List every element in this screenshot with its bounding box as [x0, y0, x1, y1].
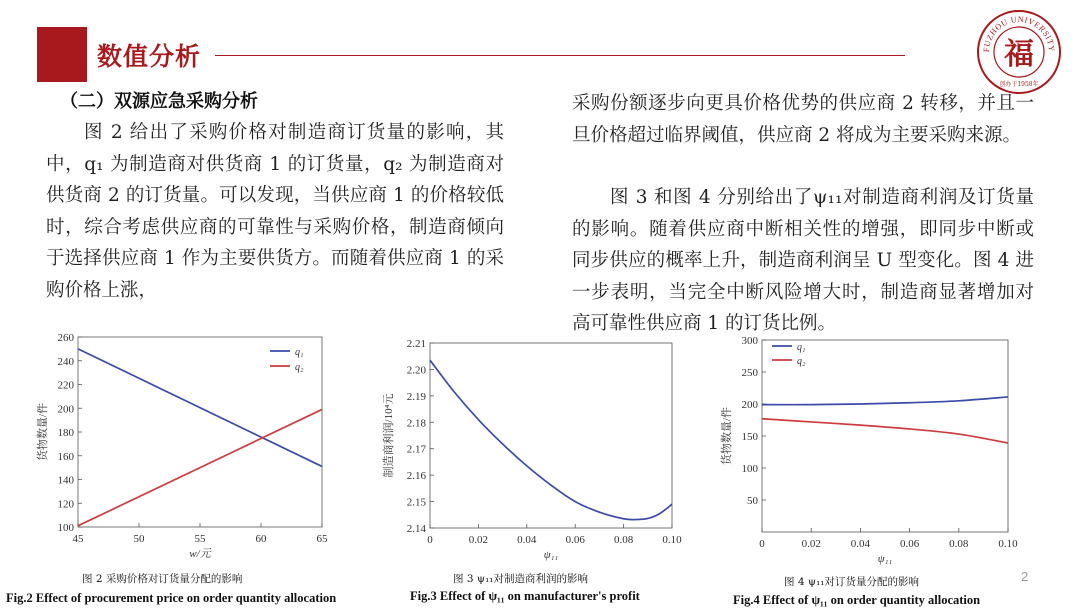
fig4-xtick-label: 0 — [759, 538, 765, 550]
fig2-ytick-label: 260 — [57, 332, 74, 344]
fig3-ytick-label: 2.16 — [406, 470, 426, 483]
right-paragraph-1: 采购份额逐步向更具价格优势的供应商 2 转移，并且一旦价格超过临界阈值，供应商 2 将成为主要采购来源。 — [572, 93, 1034, 146]
fig3-chart — [380, 330, 690, 565]
fig3-ytick-label: 2.20 — [406, 364, 426, 377]
fig2-xtick-label: 50 — [133, 533, 145, 545]
fig4-xtick-label: 0.06 — [899, 538, 920, 550]
fig4-ytick-label: 50 — [747, 495, 758, 507]
fig2-ytick-label: 200 — [57, 403, 74, 416]
logo-glyph: 福 — [1004, 37, 1034, 72]
fig2-ytick-label: 100 — [57, 522, 74, 534]
fig4-xtick-label: 0.04 — [850, 538, 871, 550]
left-paragraph: 图 2 给出了采购价格对制造商订货量的影响，其中，q₁ 为制造商对供货商 1 的订货量，q₂ 为制造商对供货商 2 的订货量。可以发现，当供应商 1 的价格较低时，综合考虑供应商的可靠性与采购价格，制造商倾向于选择供应商 1 作为主要供货方。而随着供应商 1 的采购价格上涨， — [46, 122, 504, 301]
fig4-x-axis-label: ψ₁₁ — [877, 553, 893, 565]
section-heading: （二）双源应急采购分析 — [60, 91, 258, 112]
title-divider — [215, 55, 905, 56]
fig2-legend-label-1: q₁ — [295, 347, 304, 358]
fig3-xtick-label: 0.06 — [565, 534, 585, 546]
fig4-series-line-2 — [762, 419, 1008, 443]
fig3-ytick-label: 2.15 — [406, 496, 426, 509]
right-paragraph-2: 图 3 和图 4 分别给出了ψ₁₁对制造商利润及订货量的影响。随着供应商中断相关性的增强，即同步中断或同步供应的概率上升，制造商利润呈 U 型变化。图 4 进一步表明，当完全中断风险增大时，制造商显著增加对高可靠性供应商 1 的订货比例。 — [572, 187, 1034, 334]
fig2-ytick-label: 120 — [57, 498, 74, 511]
fig4-legend-label-1: q₁ — [797, 342, 806, 353]
fig2-xtick-label: 60 — [255, 533, 267, 545]
fig2-chart — [0, 325, 380, 560]
fig4-xtick-label: 0.02 — [801, 538, 821, 550]
fig3-ytick-label: 2.14 — [406, 523, 426, 535]
fig4-xtick-label: 0.10 — [998, 538, 1018, 550]
fig4-ytick-label: 250 — [741, 367, 758, 379]
title-accent-block — [37, 27, 87, 82]
fig4-chart — [700, 330, 1040, 565]
fig3-caption-en: Fig.3 Effect of ψ₁₁ on manufacturer's profit — [410, 589, 640, 603]
fig3-caption-cn: 图 3 ψ₁₁对制造商利润的影响 — [453, 573, 589, 585]
fig2-caption-en: Fig.2 Effect of procurement price on order quantity allocation — [6, 591, 337, 605]
fig2-xtick-label: 65 — [316, 533, 328, 545]
fig3-y-axis-label: 制造商利润/10⁴元 — [383, 393, 395, 478]
fig2-series-line-2 — [78, 409, 322, 525]
fig4-series-line-1 — [762, 397, 1008, 405]
fig4-xtick-label: 0.08 — [949, 538, 969, 550]
university-logo — [976, 9, 1062, 95]
logo-arc-text: FUZHOU UNIVERSITY — [981, 14, 1057, 53]
fig3-series-line-1 — [430, 360, 672, 519]
logo-sub-text: 创办于1958年 — [999, 81, 1039, 88]
fig3-ytick-label: 2.19 — [406, 390, 426, 403]
fig2-x-axis-label: w/元 — [189, 548, 211, 560]
fig2-caption-cn: 图 2 采购价格对订货量分配的影响 — [82, 573, 243, 585]
fig3-ytick-label: 2.18 — [406, 417, 426, 430]
fig3-x-axis-label: ψ₁₁ — [543, 549, 559, 561]
fig3-xtick-label: 0.10 — [662, 534, 682, 546]
fig2-ytick-label: 220 — [57, 379, 74, 392]
fig2-xtick-label: 55 — [194, 533, 206, 545]
fig2-ytick-label: 240 — [57, 355, 74, 368]
fig3-plot-frame — [430, 343, 672, 528]
fig4-y-axis-label: 货物数量/件 — [721, 406, 733, 466]
fig2-ytick-label: 180 — [57, 427, 74, 439]
fig3-xtick-label: 0.02 — [468, 534, 489, 546]
fig3-xtick-label: 0.08 — [613, 534, 634, 546]
fig4-ytick-label: 100 — [741, 463, 758, 475]
fig3-ytick-label: 2.17 — [406, 443, 426, 456]
fig4-ytick-label: 200 — [741, 399, 758, 411]
fig2-y-axis-label: 货物数量/件 — [37, 402, 49, 462]
fig3-xtick-label: 0 — [427, 534, 433, 546]
fig2-legend-label-2: q₂ — [295, 362, 304, 373]
fig3-ytick-label: 2.21 — [406, 338, 426, 350]
fig4-caption-en: Fig.4 Effect of ψ₁₁ on order quantity allocation — [733, 593, 981, 607]
fig2-ytick-label: 160 — [57, 450, 74, 463]
slide-title: 数值分析 — [97, 42, 202, 71]
fig4-ytick-label: 300 — [741, 335, 758, 347]
fig2-xtick-label: 45 — [72, 533, 84, 545]
page-number: 2 — [1021, 569, 1029, 584]
fig4-caption-cn: 图 4 ψ₁₁对订货量分配的影响 — [784, 576, 920, 588]
fig4-legend-label-2: q₂ — [797, 356, 806, 367]
fig4-ytick-label: 150 — [741, 431, 758, 443]
fig2-ytick-label: 140 — [57, 474, 74, 487]
fig3-xtick-label: 0.04 — [517, 534, 537, 546]
